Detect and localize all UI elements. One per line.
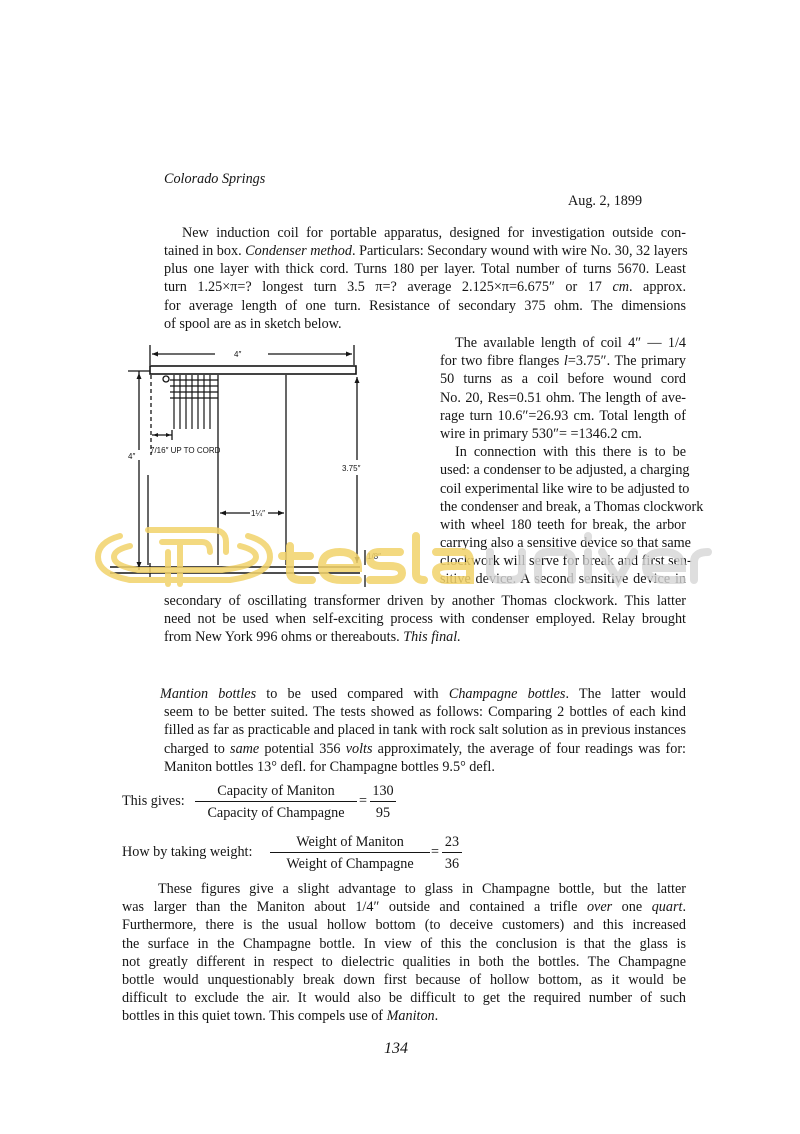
italic-span: Maniton [386,1008,435,1025]
cord-circle [163,376,169,382]
formula-2-equals: = [431,844,440,860]
formula-2-value [442,833,462,873]
text-span: one [612,899,652,916]
text-line [164,278,686,296]
text-span: turn 1.25×π=? longest turn 3.5 π=? average 2.125×π=6.675″ or 17 [164,279,613,296]
paragraph-2 [160,685,686,776]
italic-span: volts [345,740,373,757]
top-flange [150,366,356,374]
winding-grid [170,375,218,429]
formula-1-prefix: This gives: [122,793,185,809]
formula-1-fraction [195,782,357,822]
text-span: . Particulars: Secondary wound with wire No. 30, 32 layers [351,243,688,259]
fraction-denominator: Weight of Champagne [286,856,414,872]
text-span: potential 356 [259,740,346,757]
text-line: No. 20, Res=0.51 ohm. The length of ave- [440,389,686,406]
text-span: from New York 996 ohms or thereabouts. [164,629,404,646]
value-numerator: 23 [444,834,460,850]
fraction-bar [370,801,396,802]
right-column-text [440,334,704,589]
label-small: 1/8″ [367,552,381,561]
formula-1-value [370,782,396,822]
text-line: plus one layer with thick cord. Turns 180 per layer. Total number of turns 5670. Least [164,261,686,278]
text-span: to be used compared with [256,686,449,702]
fraction-denominator: Capacity of Champagne [207,805,345,821]
italic-span: Condenser method [245,243,352,259]
text-line: clockwork will serve for break and first sen- [440,553,692,570]
text-span: was larger than the Maniton about 1/4″ outside and contained a trifle [122,899,587,916]
fraction-bar [442,852,462,853]
italic-span: This final. [403,629,461,646]
text-line [122,898,686,916]
entry-date: Aug. 2, 1899 [568,193,643,209]
page-number: 134 [384,1040,408,1057]
spool-sketch [110,335,440,595]
text-line: coil experimental like wire to be adjusted to [440,480,690,497]
text-line: rage turn 10.6″=26.93 cm. Total length of [440,407,686,424]
text-line: for average length of one turn. Resistance of secondary 375 ohm. The dimensions [164,297,686,314]
text-line: bottle would unquestionably break down first because of hollow bottom, as it would be [122,971,686,988]
arrowheads [137,352,360,569]
text-span: for two fibre flanges [440,353,564,370]
text-line: Furthermore, there is the usual hollow bottom (to deceive customers) and this increased [122,917,686,934]
text-line: need not be used when self-exciting process with condenser employed. Relay brought [164,611,686,628]
fraction-bar [195,801,357,802]
text-line: of spool are as in sketch below. [164,315,342,332]
text-span: approximately, the average of four readings was for: [372,740,686,757]
text-line: not greatly different in respect to dielectric qualities in both the bottles. The Champagne [122,953,686,970]
text-line [164,740,686,758]
text-line: filled as far as practicable and placed in tank with rock salt solution as in previous instances [164,722,686,739]
paragraph-3 [122,880,686,1026]
italic-span: cm [612,279,629,296]
text-line: difficult to exclude the air. It would also be difficult to get the required number of such [122,990,686,1007]
text-line [440,352,686,370]
text-span: tained in box. [164,243,246,259]
formula-2-prefix: How by taking weight: [122,844,253,860]
italic-span: same [230,740,260,757]
text-line: seem to be better suited. The tests showed as follows: Comparing 2 bottles of each kind [164,704,686,721]
text-span: . The latter would [565,686,686,702]
text-line: Maniton bottles 13° defl. for Champagne bottles 9.5° defl. [164,758,495,775]
location-heading: Colorado Springs [164,171,266,187]
text-span: . [682,899,686,916]
text-line: used: a condenser to be adjusted, a charging [440,462,690,479]
value-denominator: 36 [444,856,460,872]
text-span: . approx. [628,279,686,296]
text-span: charged to [164,740,231,757]
text-span: =3.75″. The primary [567,353,686,370]
text-line: sitive device. A second sensitive device in [440,571,686,588]
text-line: secondary of oscillating transformer driven by another Thomas clockwork. This latter [164,593,686,609]
formula-2-fraction [270,833,430,873]
text-span: bottles in this quiet town. This compels use of [122,1008,387,1025]
italic-span: over [586,899,613,916]
text-line: wire in primary 530″= =1346.2 cm. [440,425,642,442]
text-line [164,242,686,260]
fraction-bar [270,852,430,853]
text-line: with wheel 180 teeth for break, the arbor [440,516,686,533]
italic-span: Champagne bottles [448,686,566,702]
fraction-numerator: Weight of Maniton [296,834,404,850]
label-width: 4″ [234,350,242,359]
italic-span: quart [651,899,683,916]
text-line: These figures give a slight advantage to glass in Champagne bottle, but the latter [158,881,686,897]
label-height-left: 4″ [128,452,136,461]
italic-span: Mantion bottles [160,686,257,702]
value-denominator: 95 [375,805,391,821]
formula-1-equals: = [359,793,368,809]
text-line [164,628,686,646]
fraction-numerator: Capacity of Maniton [217,783,335,799]
text-line: carrying also a sensitive device so that same [440,535,691,552]
text-line: The avaılable length of coil 4″ — 1/4 [455,335,686,351]
text-line [160,685,686,703]
text-line: the condenser and break, a Thomas clockwork [440,498,704,515]
label-cord: 7/16″ UP TO CORD [150,446,221,455]
paragraph-continuation [164,592,686,647]
text-line: New induction coil for portable apparatus, designed for investigation outside con- [182,225,686,241]
text-line: the surface in the Champagne bottle. In view of this the conclusion is that the glass is [122,935,686,952]
label-height-right: 3.75″ [342,464,361,473]
paragraph-1-body [164,242,686,333]
label-mid: 1¼″ [251,509,265,518]
value-numerator: 130 [372,783,394,799]
text-line [122,1007,686,1025]
text-span: . [434,1008,439,1025]
italic-span: l [563,353,568,370]
paragraph-1 [164,224,686,242]
text-line: In connection with this there is to be [455,444,686,461]
text-line: 50 turns as a coil before wound cord [440,371,686,388]
